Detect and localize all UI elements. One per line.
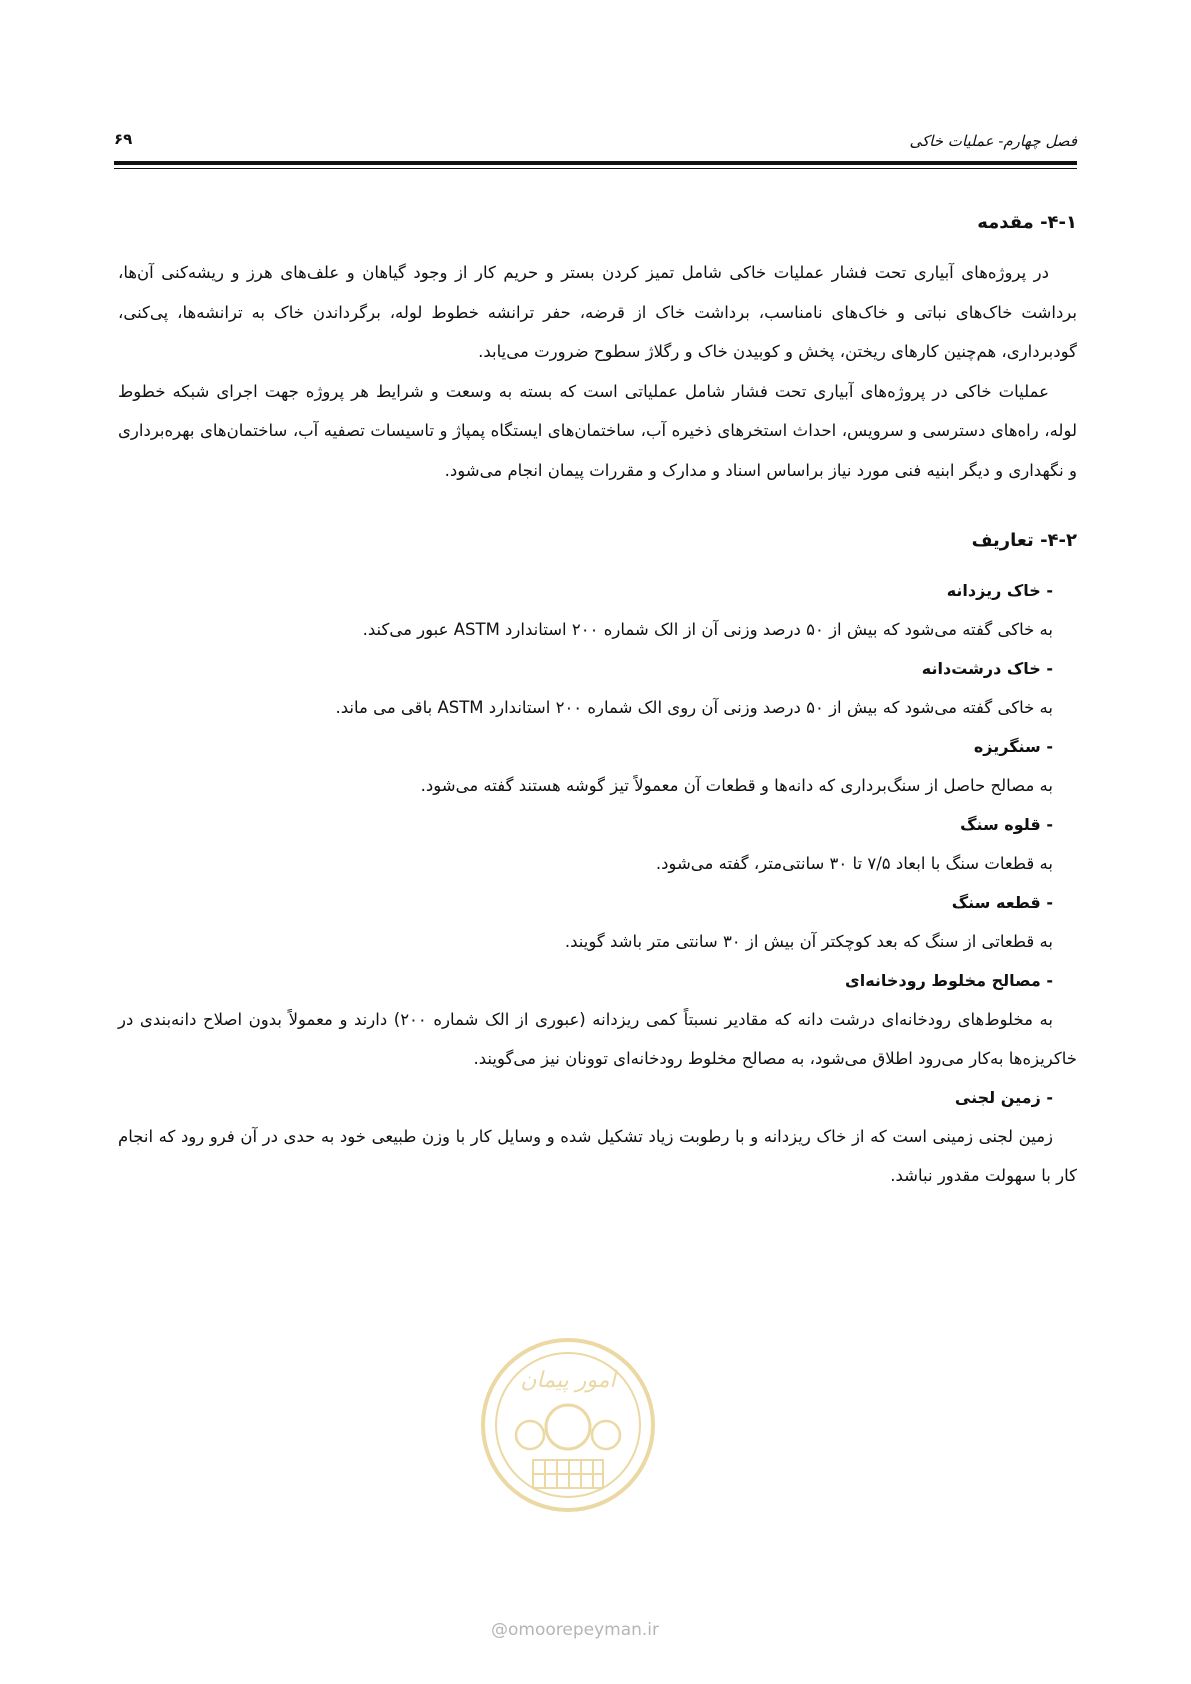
definition-body: به مصالح حاصل از سنگ‌برداری که دانه‌ها و قطعات آن معمولاً تیز گوشه هستند گفته می‌شود. bbox=[420, 776, 1053, 795]
section-1-paragraph-1: در پروژه‌های آبیاری تحت فشار عملیات خاکی شامل تمیز کردن بستر و حریم کار از وجود گیاهان و علف‌های هرز و ریشه‌کنی آن‌ها، برداشت خاک‌های نباتی و خاک‌های نامناسب، برداشت خاک از قرضه، حفر ترانشه خطوط لوله، برگرداندن خاک به ترانشه‌ها، پی‌کنی، گودبرداری، هم‌چنین کارهای ریختن، پخش و کوبیدن خاک و رگلاژ سطوح ضرورت می‌یابد. bbox=[118, 263, 1077, 361]
definition-body: به قطعات سنگ با ابعاد ۷/۵ تا ۳۰ سانتی‌متر، گفته می‌شود. bbox=[655, 854, 1053, 873]
header-rule-thin bbox=[114, 168, 1077, 169]
page-header bbox=[114, 128, 1077, 158]
chapter-title: فصل چهارم- عملیات خاکی bbox=[909, 132, 1077, 150]
header-rule-thick bbox=[114, 161, 1077, 165]
page-number: ۶۹ bbox=[114, 130, 133, 148]
section-2-heading: ۴-۲- تعاریف bbox=[971, 530, 1077, 551]
definition-body: به خاکی گفته می‌شود که بیش از ۵۰ درصد وزنی آن روی الک شماره ۲۰۰ استاندارد ASTM باقی می ماند. bbox=[335, 698, 1053, 717]
definition-term: - خاک درشت‌دانه bbox=[921, 659, 1053, 678]
definition-term: - قطعه سنگ bbox=[951, 893, 1053, 912]
definition-term: - خاک ریزدانه bbox=[946, 581, 1053, 600]
definition-body: به قطعاتی از سنگ که بعد کوچکتر آن بیش از ۳۰ سانتی متر باشد گویند. bbox=[564, 932, 1053, 951]
definition-body: به خاکی گفته می‌شود که بیش از ۵۰ درصد وزنی آن از الک شماره ۲۰۰ استاندارد ASTM عبور می‌کند. bbox=[362, 620, 1053, 639]
definition-body: به مخلوط‌های رودخانه‌ای درشت دانه که مقادیر نسبتاً کمی ریزدانه (عبوری از الک شماره ۲۰۰) دارند و معمولاً بدون اصلاح دانه‌بندی در خاکریزه‌ها به‌کار می‌رود اطلاق می‌شود، به مصالح مخلوط رودخانه‌ای توونان نیز می‌گویند. bbox=[118, 1010, 1077, 1068]
seal-text: امور پیمان bbox=[520, 1368, 616, 1393]
definition-term: - مصالح مخلوط رودخانه‌ای bbox=[845, 971, 1053, 990]
definition-body: زمین لجنی زمینی است که از خاک ریزدانه و با رطوبت زیاد تشکیل شده و وسایل کار با وزن طبیعی خود به حدی در آن فرو رود که انجام کار با سهولت مقدور نباشد. bbox=[118, 1127, 1077, 1185]
watermark-url: @omoorepeyman.ir bbox=[490, 1620, 660, 1640]
definitions-list bbox=[118, 571, 1077, 1195]
seal-icon bbox=[478, 1335, 658, 1515]
definition-term: - قلوه سنگ bbox=[960, 815, 1053, 834]
page-content bbox=[118, 212, 1077, 1195]
definition-term: - سنگریزه bbox=[973, 737, 1053, 756]
section-1-heading: ۴-۱- مقدمه bbox=[977, 212, 1077, 233]
section-1-paragraph-2: عملیات خاکی در پروژه‌های آبیاری تحت فشار شامل عملیاتی است که بسته به وسعت و شرایط هر پروژه جهت اجرای شبکه خطوط لوله، راه‌های دسترسی و سرویس، احداث استخرهای ذخیره آب، ساختمان‌های ایستگاه پمپاژ و تاسیسات تصفیه آب، ساختمان‌های بهره‌برداری و نگهداری و دیگر ابنیه فنی مورد نیاز براساس اسناد و مدارک و مقررات پیمان انجام می‌شود. bbox=[118, 381, 1077, 480]
definition-term: - زمین لجنی bbox=[954, 1088, 1053, 1107]
